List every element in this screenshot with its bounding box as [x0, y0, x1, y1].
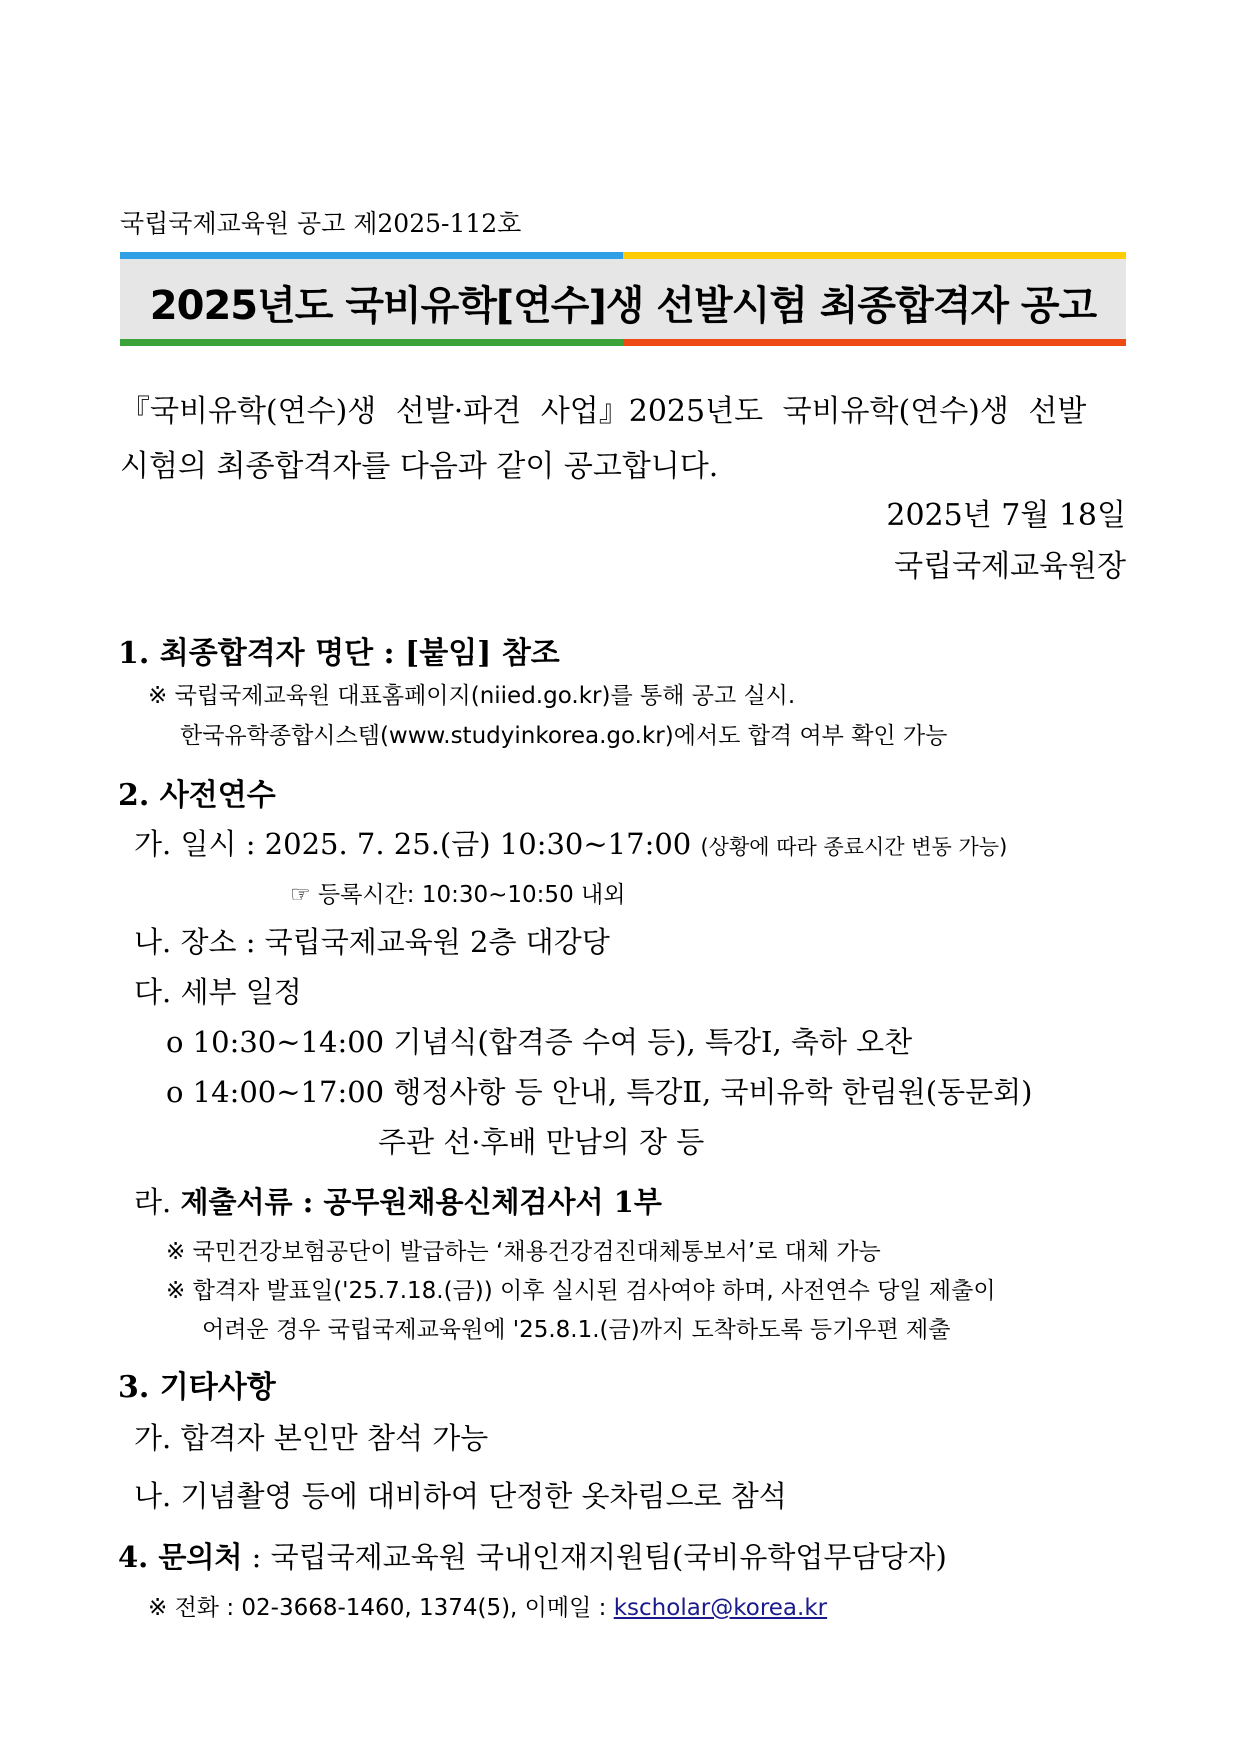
other-item-2: 나. 기념촬영 등에 대비하여 단정한 옷차림으로 참석 — [134, 1479, 787, 1513]
intro-line-2: 시험의 최종합격자를 다음과 같이 공고합니다. — [120, 449, 719, 484]
schedule-item-2-cont: 주관 선·후배 만남의 장 등 — [378, 1125, 705, 1159]
documents-note-1: ※ 국민건강보험공단이 발급하는 ‘채용건강검진대체통보서’로 대체 가능 — [166, 1239, 881, 1265]
schedule-item-2: o 14:00~17:00 행정사항 등 안내, 특강Ⅱ, 국비유학 한림원(동문회) — [166, 1075, 1033, 1109]
banner-bar-red — [623, 339, 1126, 346]
section-3-heading: 3. 기타사항 — [118, 1370, 276, 1405]
email-link[interactable]: kscholar@korea.kr — [613, 1595, 828, 1621]
documents-label: 제출서류 : 공무원채용신체검사서 1부 — [180, 1185, 662, 1219]
documents-note-2: ※ 합격자 발표일('25.7.18.(금)) 이후 실시된 검사여야 하며, 사전연수 당일 제출이 — [166, 1278, 996, 1304]
notice-date: 2025년 7월 18일 — [886, 498, 1126, 533]
documents — [134, 1180, 662, 1221]
schedule-date-note: (상황에 따라 종료시간 변동 가능) — [700, 835, 1008, 859]
page-title: 2025년도 국비유학[연수]생 선발시험 최종합격자 공고 — [149, 283, 1097, 329]
contact-label: 4. 문의처 — [118, 1540, 243, 1574]
section-2-heading: 2. 사전연수 — [118, 778, 276, 813]
venue: 나. 장소 : 국립국제교육원 2층 대강당 — [134, 925, 610, 959]
documents-prefix: 라. — [134, 1185, 181, 1219]
registration-time: ☞ 등록시간: 10:30~10:50 내외 — [290, 882, 626, 908]
issuer: 국립국제교육원장 — [894, 549, 1126, 584]
documents-note-3: 어려운 경우 국립국제교육원에 '25.8.1.(금)까지 도착하도록 등기우편 제출 — [202, 1317, 951, 1343]
schedule-item-1: o 10:30~14:00 기념식(합격증 수여 등), 특강Ⅰ, 축하 오찬 — [166, 1025, 913, 1059]
section-4-heading — [118, 1535, 947, 1576]
notice-number: 국립국제교육원 공고 제2025-112호 — [120, 209, 522, 238]
schedule-date — [134, 822, 1007, 863]
section-1-heading: 1. 최종합격자 명단 : [붙임] 참조 — [118, 636, 560, 671]
other-item-1: 가. 합격자 본인만 참석 가능 — [134, 1421, 489, 1455]
contact-department: : 국립국제교육원 국내인재지원팀(국비유학업무담당자) — [242, 1540, 947, 1574]
title-banner — [120, 252, 1126, 346]
schedule-date-main: 가. 일시 : 2025. 7. 25.(금) 10:30~17:00 — [134, 827, 692, 861]
detailed-schedule-heading: 다. 세부 일정 — [134, 975, 302, 1009]
contact-line — [148, 1589, 827, 1622]
section-1-note-1: ※ 국립국제교육원 대표홈페이지(niied.go.kr)를 통해 공고 실시. — [148, 683, 796, 709]
banner-bar-blue — [120, 252, 623, 259]
contact-phone: ※ 전화 : 02-3668-1460, 1374(5), 이메일 : — [148, 1595, 614, 1621]
banner-bar-green — [120, 339, 623, 346]
intro-line-1: 『국비유학(연수)생 선발·파견 사업』2025년도 국비유학(연수)생 선발 — [120, 394, 1087, 429]
banner-bar-yellow — [623, 252, 1126, 259]
section-1-note-2: 한국유학종합시스템(www.studyinkorea.go.kr)에서도 합격 여부 확인 가능 — [180, 723, 948, 749]
